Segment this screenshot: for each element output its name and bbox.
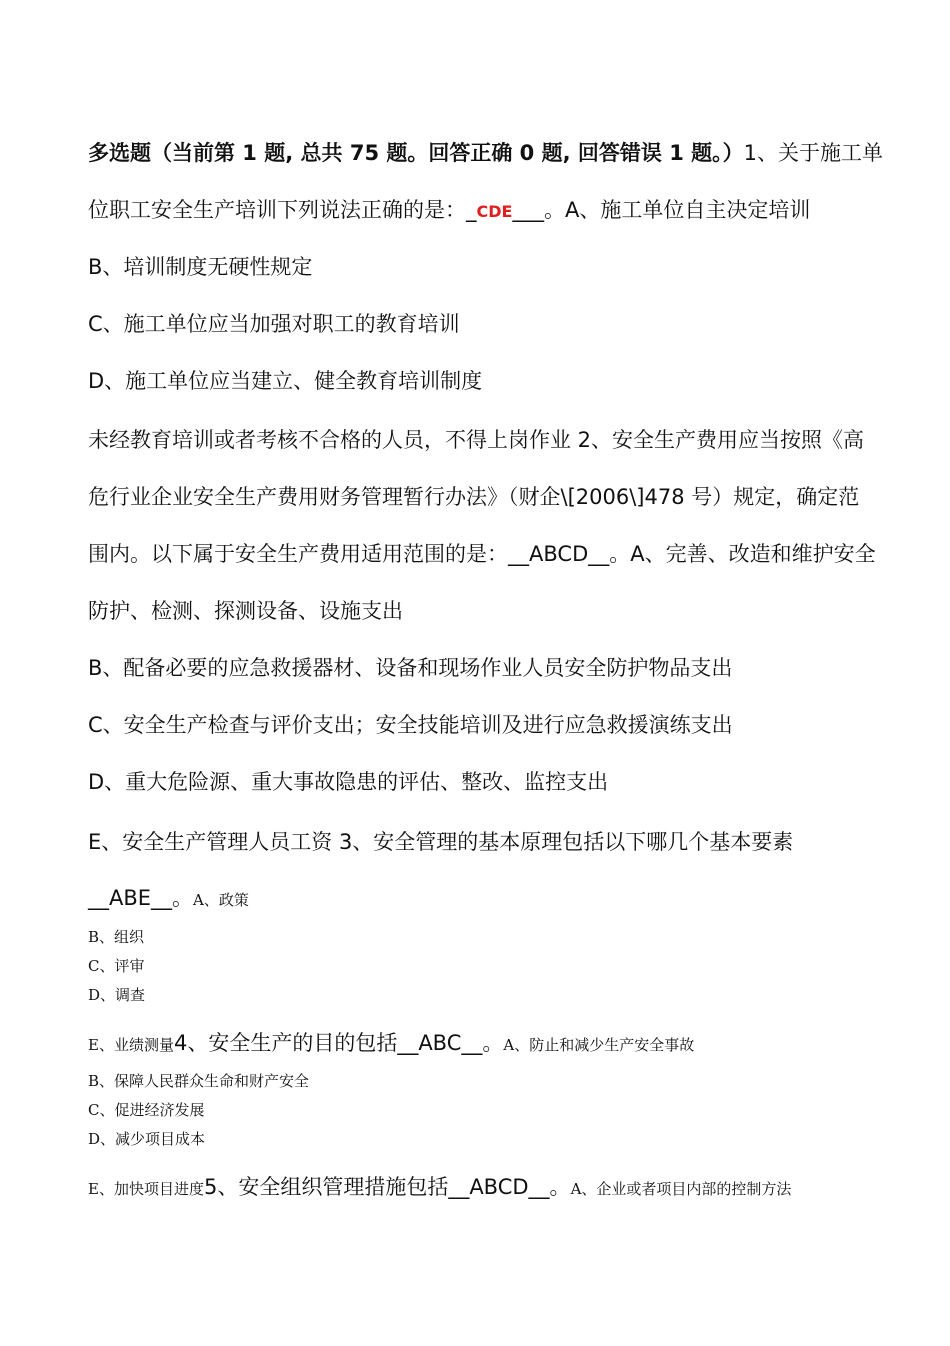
q3-option-b: B、组织 <box>88 928 145 946</box>
q2-option-d: D、重大危险源、重大事故隐患的评估、整改、监控支出 <box>88 770 609 794</box>
q3-option-d: D、调查 <box>88 986 146 1004</box>
q5-stem-line <box>88 1171 791 1201</box>
q5-stem: 5、安全组织管理措施包括__ABCD__。 <box>203 1175 571 1199</box>
q4-stem: 4、安全生产的目的包括__ABC__。 <box>173 1031 504 1055</box>
q4-stem-line <box>88 1027 694 1057</box>
q1-option-c: C、施工单位应当加强对职工的教育培训 <box>88 312 460 336</box>
q4-option-a: A、防止和减少生产安全事故 <box>503 1036 695 1054</box>
q4-option-e: E、加快项目进度 <box>88 1180 204 1198</box>
q1-lead: 1、关于施工单 <box>743 141 883 165</box>
q1-stem: 位职工安全生产培训下列说法正确的是：_ <box>88 198 477 222</box>
q1-stem-line <box>88 194 810 224</box>
q1-tail: ___。A、施工单位自主决定培训 <box>512 198 811 222</box>
q4-option-b: B、保障人民群众生命和财产安全 <box>88 1072 310 1090</box>
q3-line-1: E、安全生产管理人员工资 3、安全管理的基本原理包括以下哪几个基本要素 <box>88 830 794 854</box>
q2-line-3: 围内。以下属于安全生产费用适用范围的是：__ABCD__。A、完善、改造和维护安全 <box>88 542 876 566</box>
q4-option-d: D、减少项目成本 <box>88 1130 206 1148</box>
q1-answer: CDE <box>476 202 513 221</box>
q1-header-line <box>88 137 883 167</box>
q2-line-4: 防护、检测、探测设备、设施支出 <box>88 599 403 623</box>
q1-option-b: B、培训制度无硬性规定 <box>88 255 313 279</box>
q1-option-d: D、施工单位应当建立、健全教育培训制度 <box>88 369 483 393</box>
q5-option-a: A、企业或者项目内部的控制方法 <box>570 1180 792 1198</box>
q2-option-b: B、配备必要的应急救援器材、设备和现场作业人员安全防护物品支出 <box>88 656 733 680</box>
q3-answer-line <box>88 882 249 912</box>
q2-line-1: 未经教育培训或者考核不合格的人员，不得上岗作业 2、安全生产费用应当按照《高 <box>88 428 865 452</box>
q2-option-c: C、安全生产检查与评价支出；安全技能培训及进行应急救援演练支出 <box>88 713 733 737</box>
q4-option-c: C、促进经济发展 <box>88 1101 205 1119</box>
q3-answer: __ABE__。 <box>88 886 194 910</box>
q3-option-c: C、评审 <box>88 957 145 975</box>
q3-option-a: A、政策 <box>193 891 249 909</box>
quiz-header: 多选题（当前第 1 题, 总共 75 题。回答正确 0 题, 回答错误 1 题。） <box>88 141 744 165</box>
q2-line-2: 危行业企业安全生产费用财务管理暂行办法》（财企\[2006\]478 号）规定，确定范 <box>88 485 860 509</box>
q3-option-e: E、业绩测量 <box>88 1036 174 1054</box>
